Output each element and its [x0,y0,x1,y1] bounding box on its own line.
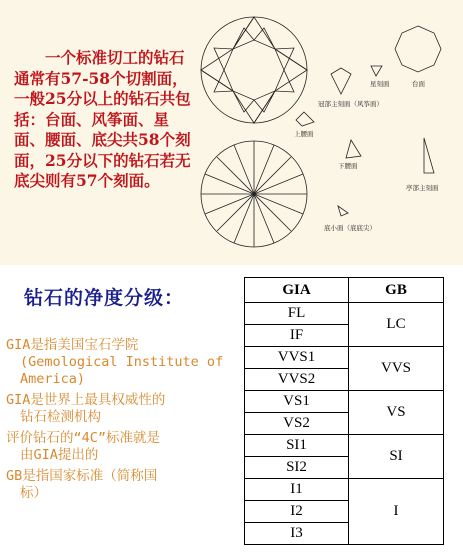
gia-grade: I1 [245,479,349,501]
crown-view [201,17,307,123]
gia-grade: VS2 [245,413,349,435]
table-row [245,479,444,501]
notes [6,337,236,506]
facet-diagram [196,8,458,260]
gia-grade: SI1 [245,435,349,457]
facet-diagram-svg [196,8,458,260]
gia-grade: FL [245,303,349,325]
label-upper-girdle: 上腰面 [294,130,314,138]
label-culet: 底小面（底底尖） [324,224,376,232]
label-kite: 冠部主刻面（风筝面） [318,100,383,108]
gia-grade: IF [245,325,349,347]
label-pavilion-main: 亭部主刻面 [406,184,439,192]
intro-text: 一个标准切工的钻石通常有57-58个切割面，一般25分以上的钻石共包括：台面、风筝面、星面、腰面、底尖共58个刻面，25分以下的钻石若无底尖则有57个刻面。 [14,48,191,190]
label-table: 台面 [412,80,425,88]
facet-labels [294,79,439,232]
table-header-row [245,278,444,303]
gb-grade: LC [349,303,444,347]
gb-grade: VS [349,391,444,435]
table-row [245,347,444,369]
header-gb: GB [349,278,444,303]
gia-grade: I3 [245,523,349,545]
table-row [245,303,444,325]
gia-grade: VVS1 [245,347,349,369]
gb-grade: VVS [349,347,444,391]
label-star: 星刻面 [370,80,390,88]
note-4c: 评价钻石的“4C”标准就是 由GIA提出的 [6,430,161,463]
header-gia: GIA [245,278,349,303]
table-row [245,391,444,413]
label-lower-girdle: 下腰面 [338,162,358,170]
note-gb-definition: GB是指国家标准（简称国 标） [6,468,158,501]
gia-grade: SI2 [245,457,349,479]
table-row [245,435,444,457]
section-title: 钻石的净度分级： [24,287,185,309]
note-gia-definition: GIA是指美国宝石学院 (Gemological Institute of America) [6,337,224,387]
pavilion-view [201,141,307,247]
gb-grade: I [349,479,444,545]
gia-grade: I2 [245,501,349,523]
note-gia-authority: GIA是世界上最具权威性的 钻石检测机构 [6,392,166,425]
gb-grade: SI [349,435,444,479]
gia-grade: VS1 [245,391,349,413]
gia-grade: VVS2 [245,369,349,391]
clarity-grade-table [244,277,444,545]
